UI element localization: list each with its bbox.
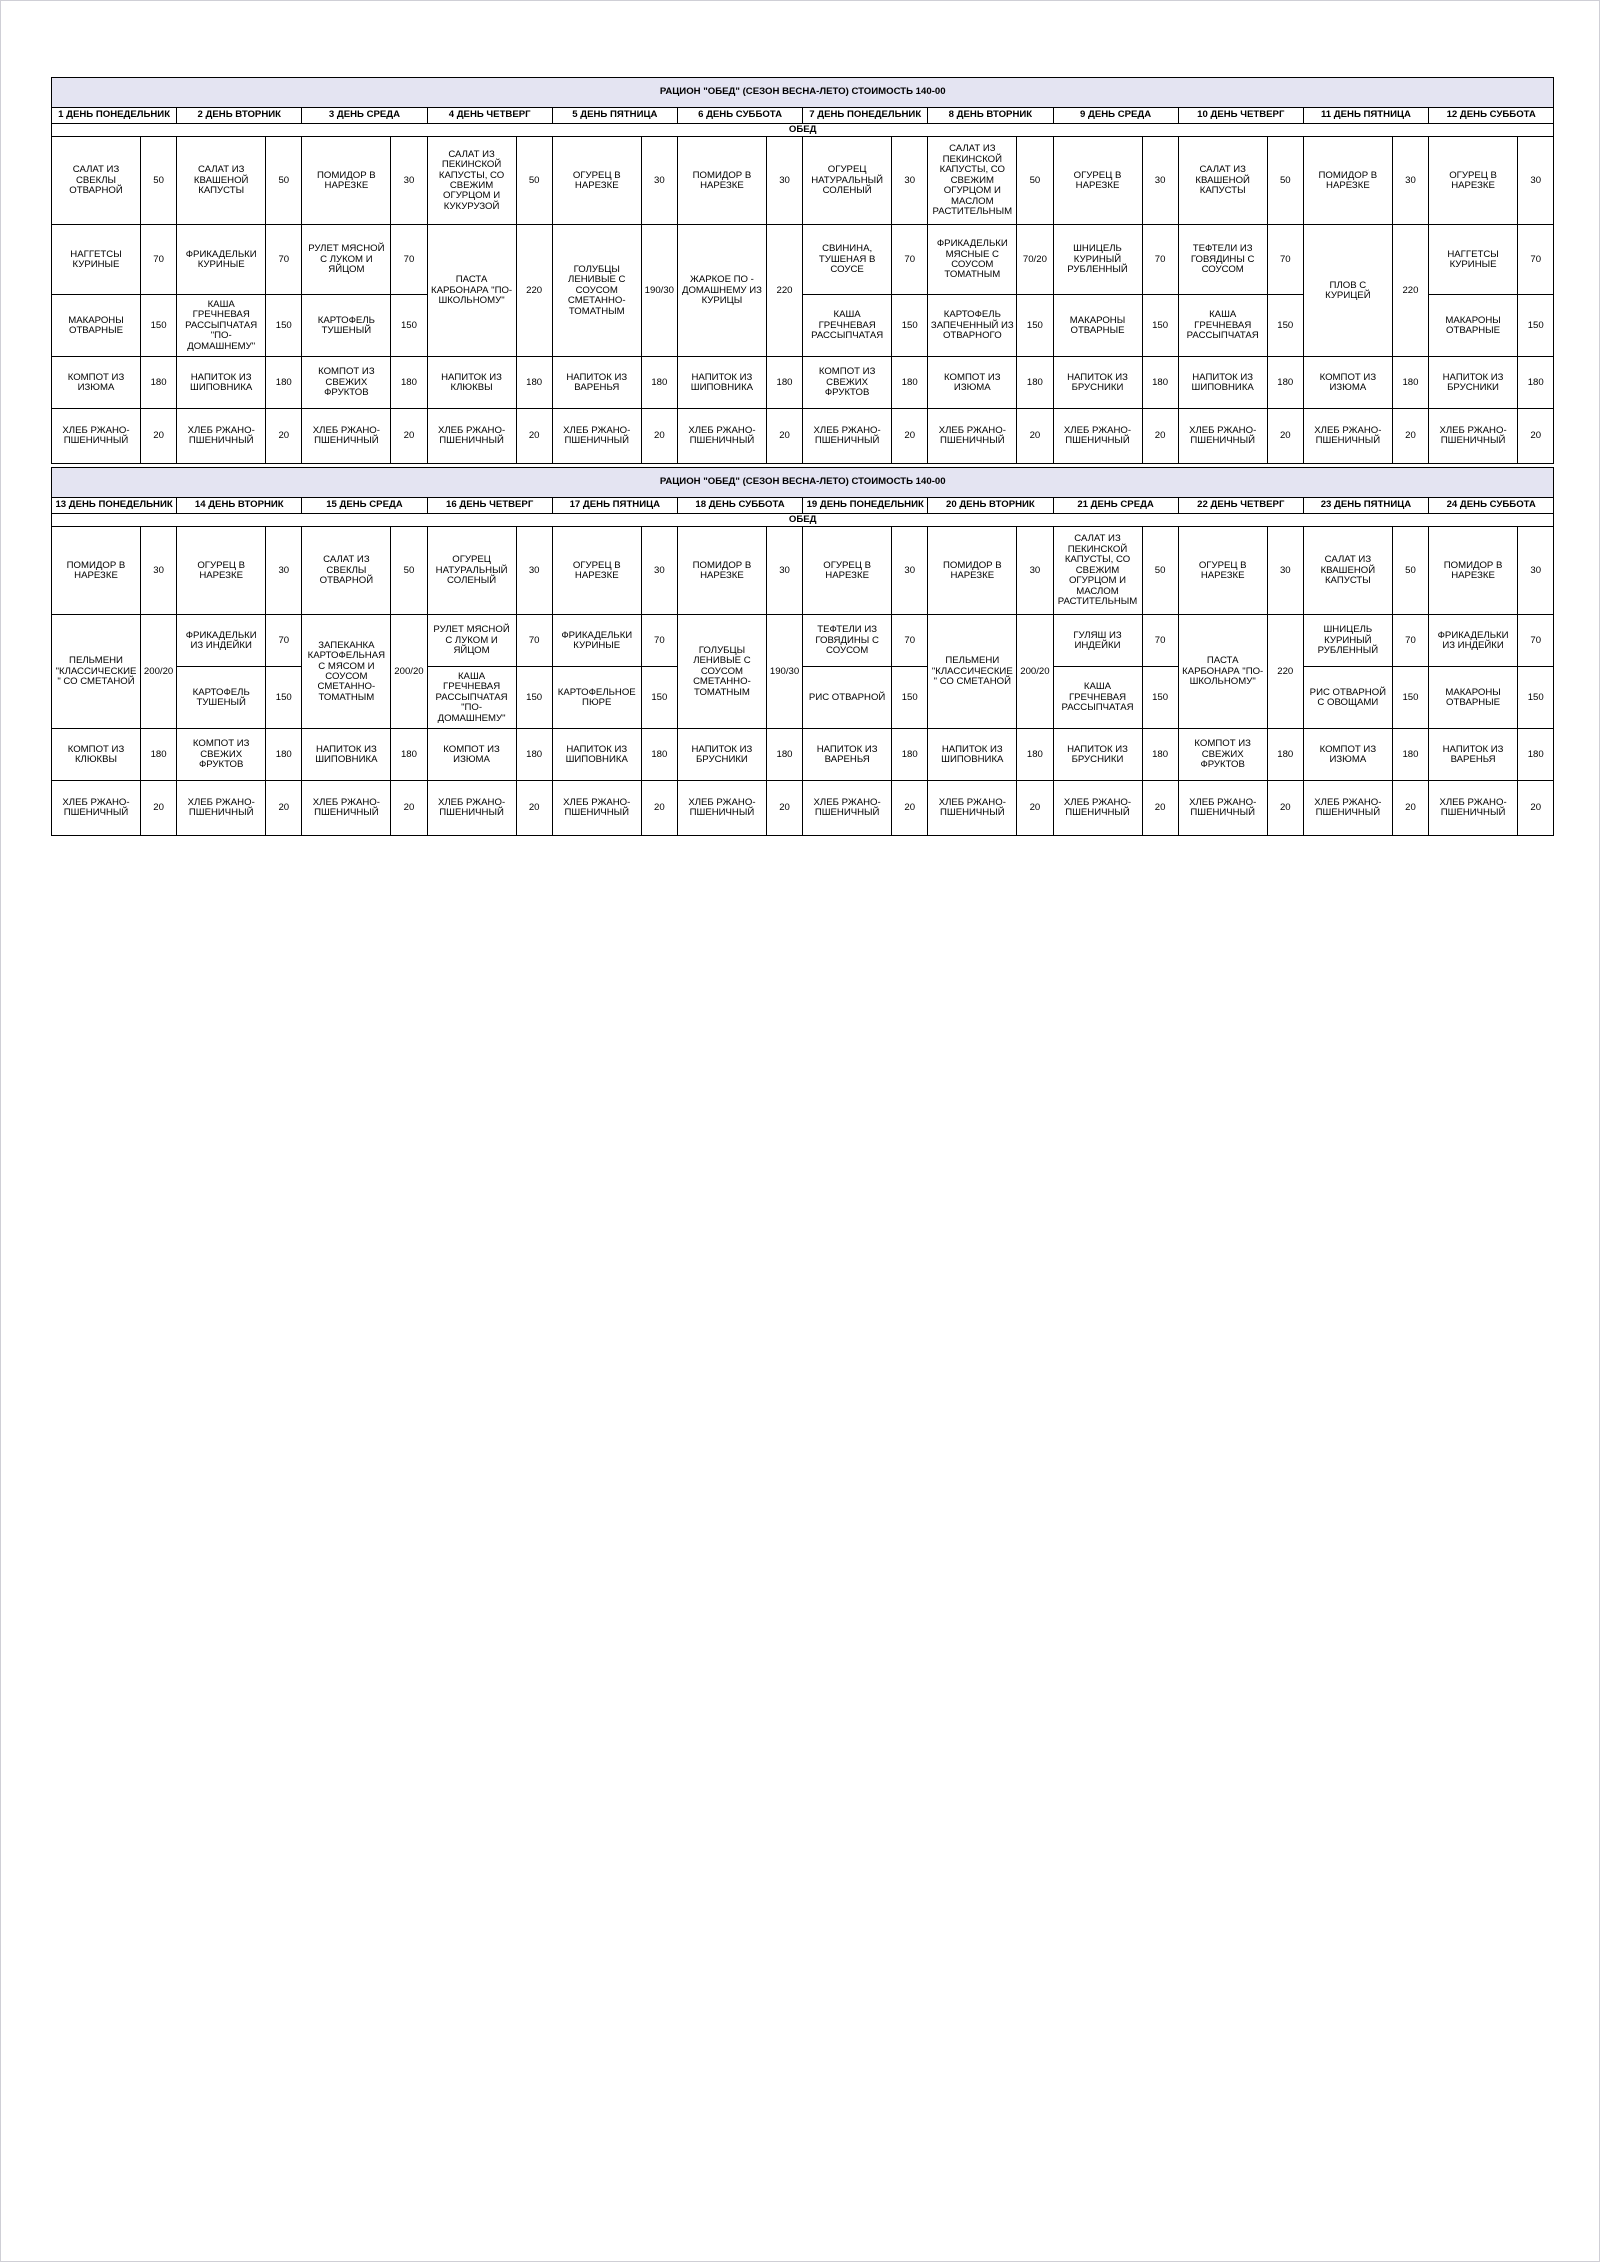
portion-weight: 30 bbox=[1267, 527, 1303, 615]
day-header: 7 ДЕНЬ ПОНЕДЕЛЬНИК bbox=[803, 108, 928, 124]
dish-name: САЛАТ ИЗ ПЕКИНСКОЙ КАПУСТЫ, СО СВЕЖИМ ОГУРЦОМ И МАСЛОМ РАСТИТЕЛЬНЫМ bbox=[928, 137, 1017, 225]
dish-name: РИС ОТВАРНОЙ С ОВОЩАМИ bbox=[1303, 667, 1392, 729]
dish-name: КОМПОТ ИЗ ИЗЮМА bbox=[52, 357, 141, 409]
dish-name: ЖАРКОЕ ПО - ДОМАШНЕМУ ИЗ КУРИЦЫ bbox=[677, 225, 766, 357]
portion-weight: 220 bbox=[516, 225, 552, 357]
dish-name: МАКАРОНЫ ОТВАРНЫЕ bbox=[52, 295, 141, 357]
portion-weight: 20 bbox=[1392, 781, 1428, 836]
portion-weight: 20 bbox=[516, 409, 552, 464]
portion-weight: 150 bbox=[266, 667, 302, 729]
portion-weight: 30 bbox=[391, 137, 427, 225]
portion-weight: 70 bbox=[141, 225, 177, 295]
dish-name: ХЛЕБ РЖАНО-ПШЕНИЧНЫЙ bbox=[1429, 409, 1518, 464]
dish-name: ХЛЕБ РЖАНО-ПШЕНИЧНЫЙ bbox=[427, 409, 516, 464]
dish-name: ОГУРЕЦ В НАРЕЗКЕ bbox=[1178, 527, 1267, 615]
portion-weight: 220 bbox=[1267, 615, 1303, 729]
dish-name: ХЛЕБ РЖАНО-ПШЕНИЧНЫЙ bbox=[302, 781, 391, 836]
meal-row bbox=[52, 527, 1554, 615]
portion-weight: 150 bbox=[1142, 295, 1178, 357]
portion-weight: 20 bbox=[1017, 409, 1053, 464]
portion-weight: 70 bbox=[391, 225, 427, 295]
day-header: 20 ДЕНЬ ВТОРНИК bbox=[928, 498, 1053, 514]
portion-weight: 30 bbox=[1142, 137, 1178, 225]
dish-name: НАПИТОК ИЗ ВАРЕНЬЯ bbox=[803, 729, 892, 781]
portion-weight: 20 bbox=[892, 409, 928, 464]
portion-weight: 70 bbox=[1518, 225, 1554, 295]
portion-weight: 200/20 bbox=[1017, 615, 1053, 729]
dish-name: НАПИТОК ИЗ БРУСНИКИ bbox=[1053, 729, 1142, 781]
portion-weight: 70 bbox=[516, 615, 552, 667]
dish-name: МАКАРОНЫ ОТВАРНЫЕ bbox=[1053, 295, 1142, 357]
portion-weight: 180 bbox=[1017, 357, 1053, 409]
dish-name: НАПИТОК ИЗ БРУСНИКИ bbox=[677, 729, 766, 781]
dish-name: ХЛЕБ РЖАНО-ПШЕНИЧНЫЙ bbox=[177, 781, 266, 836]
dish-name: ХЛЕБ РЖАНО-ПШЕНИЧНЫЙ bbox=[928, 781, 1017, 836]
portion-weight: 50 bbox=[266, 137, 302, 225]
dish-name: ХЛЕБ РЖАНО-ПШЕНИЧНЫЙ bbox=[1303, 409, 1392, 464]
dish-name: ХЛЕБ РЖАНО-ПШЕНИЧНЫЙ bbox=[552, 409, 641, 464]
dish-name: САЛАТ ИЗ КВАШЕНОЙ КАПУСТЫ bbox=[177, 137, 266, 225]
portion-weight: 20 bbox=[766, 409, 802, 464]
portion-weight: 180 bbox=[391, 357, 427, 409]
dish-name: НАПИТОК ИЗ ШИПОВНИКА bbox=[677, 357, 766, 409]
portion-weight: 30 bbox=[766, 137, 802, 225]
day-header: 21 ДЕНЬ СРЕДА bbox=[1053, 498, 1178, 514]
portion-weight: 30 bbox=[641, 137, 677, 225]
dish-name: ФРИКАДЕЛЬКИ ИЗ ИНДЕЙКИ bbox=[177, 615, 266, 667]
portion-weight: 20 bbox=[1392, 409, 1428, 464]
portion-weight: 50 bbox=[141, 137, 177, 225]
menu-block-week-1 bbox=[51, 77, 1553, 464]
dish-name: КАРТОФЕЛЬНОЕ ПЮРЕ bbox=[552, 667, 641, 729]
dish-name: РИС ОТВАРНОЙ bbox=[803, 667, 892, 729]
portion-weight: 20 bbox=[641, 781, 677, 836]
day-header: 19 ДЕНЬ ПОНЕДЕЛЬНИК bbox=[803, 498, 928, 514]
dish-name: КАША ГРЕЧНЕВАЯ РАССЫПЧАТАЯ bbox=[1178, 295, 1267, 357]
portion-weight: 50 bbox=[516, 137, 552, 225]
portion-weight: 180 bbox=[1142, 357, 1178, 409]
dish-name: КОМПОТ ИЗ ИЗЮМА bbox=[1303, 357, 1392, 409]
portion-weight: 30 bbox=[516, 527, 552, 615]
dish-name: НАПИТОК ИЗ ВАРЕНЬЯ bbox=[1429, 729, 1518, 781]
meal-row bbox=[52, 225, 1554, 295]
portion-weight: 20 bbox=[641, 409, 677, 464]
dish-name: РУЛЕТ МЯСНОЙ С ЛУКОМ И ЯЙЦОМ bbox=[302, 225, 391, 295]
day-header: 4 ДЕНЬ ЧЕТВЕРГ bbox=[427, 108, 552, 124]
day-header: 1 ДЕНЬ ПОНЕДЕЛЬНИК bbox=[52, 108, 177, 124]
portion-weight: 70 bbox=[1392, 615, 1428, 667]
dish-name: КАША ГРЕЧНЕВАЯ РАССЫПЧАТАЯ bbox=[803, 295, 892, 357]
dish-name: ХЛЕБ РЖАНО-ПШЕНИЧНЫЙ bbox=[677, 781, 766, 836]
dish-name: ПОМИДОР В НАРЕЗКЕ bbox=[302, 137, 391, 225]
portion-weight: 150 bbox=[1017, 295, 1053, 357]
portion-weight: 70 bbox=[1142, 225, 1178, 295]
menu-table bbox=[51, 467, 1554, 836]
portion-weight: 30 bbox=[892, 527, 928, 615]
dish-name: ОГУРЕЦ НАТУРАЛЬНЫЙ СОЛЕНЫЙ bbox=[803, 137, 892, 225]
dish-name: САЛАТ ИЗ КВАШЕНОЙ КАПУСТЫ bbox=[1303, 527, 1392, 615]
day-header: 13 ДЕНЬ ПОНЕДЕЛЬНИК bbox=[52, 498, 177, 514]
day-header: 22 ДЕНЬ ЧЕТВЕРГ bbox=[1178, 498, 1303, 514]
portion-weight: 20 bbox=[1142, 781, 1178, 836]
portion-weight: 150 bbox=[266, 295, 302, 357]
dish-name: КОМПОТ ИЗ СВЕЖИХ ФРУКТОВ bbox=[803, 357, 892, 409]
dish-name: КАРТОФЕЛЬ ТУШЕНЫЙ bbox=[177, 667, 266, 729]
portion-weight: 190/30 bbox=[641, 225, 677, 357]
dish-name: НАПИТОК ИЗ БРУСНИКИ bbox=[1053, 357, 1142, 409]
dish-name: КАРТОФЕЛЬ ЗАПЕЧЕННЫЙ ИЗ ОТВАРНОГО bbox=[928, 295, 1017, 357]
dish-name: ПАСТА КАРБОНАРА "ПО-ШКОЛЬНОМУ" bbox=[427, 225, 516, 357]
dish-name: ПЕЛЬМЕНИ "КЛАССИЧЕСКИЕ" СО СМЕТАНОЙ bbox=[928, 615, 1017, 729]
day-header: 17 ДЕНЬ ПЯТНИЦА bbox=[552, 498, 677, 514]
portion-weight: 30 bbox=[1017, 527, 1053, 615]
day-header: 24 ДЕНЬ СУББОТА bbox=[1429, 498, 1554, 514]
dish-name: НАПИТОК ИЗ ШИПОВНИКА bbox=[1178, 357, 1267, 409]
portion-weight: 180 bbox=[141, 729, 177, 781]
portion-weight: 20 bbox=[892, 781, 928, 836]
dish-name: РУЛЕТ МЯСНОЙ С ЛУКОМ И ЯЙЦОМ bbox=[427, 615, 516, 667]
section-row bbox=[52, 514, 1554, 527]
dish-name: ГУЛЯШ ИЗ ИНДЕЙКИ bbox=[1053, 615, 1142, 667]
dish-name: ПЛОВ С КУРИЦЕЙ bbox=[1303, 225, 1392, 357]
dish-name: ХЛЕБ РЖАНО-ПШЕНИЧНЫЙ bbox=[1178, 409, 1267, 464]
section-label: ОБЕД bbox=[52, 124, 1554, 137]
dish-name: НАГГЕТСЫ КУРИНЫЕ bbox=[52, 225, 141, 295]
dish-name: ОГУРЕЦ В НАРЕЗКЕ bbox=[552, 137, 641, 225]
dish-name: ЗАПЕКАНКА КАРТОФЕЛЬНАЯ С МЯСОМ И СОУСОМ СМЕТАННО-ТОМАТНЫМ bbox=[302, 615, 391, 729]
portion-weight: 20 bbox=[1267, 781, 1303, 836]
dish-name: ОГУРЕЦ В НАРЕЗКЕ bbox=[177, 527, 266, 615]
dish-name: КАША ГРЕЧНЕВАЯ РАССЫПЧАТАЯ "ПО-ДОМАШНЕМУ" bbox=[177, 295, 266, 357]
dish-name: ФРИКАДЕЛЬКИ КУРИНЫЕ bbox=[552, 615, 641, 667]
portion-weight: 30 bbox=[641, 527, 677, 615]
dish-name: НАПИТОК ИЗ ШИПОВНИКА bbox=[552, 729, 641, 781]
portion-weight: 50 bbox=[1392, 527, 1428, 615]
portion-weight: 50 bbox=[391, 527, 427, 615]
meal-row bbox=[52, 357, 1554, 409]
portion-weight: 180 bbox=[1267, 729, 1303, 781]
portion-weight: 20 bbox=[1142, 409, 1178, 464]
portion-weight: 150 bbox=[1267, 295, 1303, 357]
menu-block-week-2 bbox=[51, 467, 1553, 836]
portion-weight: 180 bbox=[266, 357, 302, 409]
portion-weight: 180 bbox=[1267, 357, 1303, 409]
dish-name: КАША ГРЕЧНЕВАЯ РАССЫПЧАТАЯ bbox=[1053, 667, 1142, 729]
portion-weight: 200/20 bbox=[391, 615, 427, 729]
dish-name: ПОМИДОР В НАРЕЗКЕ bbox=[928, 527, 1017, 615]
portion-weight: 180 bbox=[141, 357, 177, 409]
portion-weight: 150 bbox=[391, 295, 427, 357]
menu-title: РАЦИОН "ОБЕД" (СЕЗОН ВЕСНА-ЛЕТО) СТОИМОСТЬ 140-00 bbox=[52, 78, 1554, 108]
dish-name: САЛАТ ИЗ КВАШЕНОЙ КАПУСТЫ bbox=[1178, 137, 1267, 225]
day-header-row bbox=[52, 498, 1554, 514]
portion-weight: 70 bbox=[1518, 615, 1554, 667]
portion-weight: 180 bbox=[1392, 729, 1428, 781]
dish-name: НАГГЕТСЫ КУРИНЫЕ bbox=[1429, 225, 1518, 295]
portion-weight: 150 bbox=[141, 295, 177, 357]
dish-name: САЛАТ ИЗ ПЕКИНСКОЙ КАПУСТЫ, СО СВЕЖИМ ОГУРЦОМ И МАСЛОМ РАСТИТЕЛЬНЫМ bbox=[1053, 527, 1142, 615]
menu-title: РАЦИОН "ОБЕД" (СЕЗОН ВЕСНА-ЛЕТО) СТОИМОСТЬ 140-00 bbox=[52, 468, 1554, 498]
dish-name: САЛАТ ИЗ ПЕКИНСКОЙ КАПУСТЫ, СО СВЕЖИМ ОГУРЦОМ И КУКУРУЗОЙ bbox=[427, 137, 516, 225]
portion-weight: 180 bbox=[516, 357, 552, 409]
dish-name: ХЛЕБ РЖАНО-ПШЕНИЧНЫЙ bbox=[1053, 781, 1142, 836]
dish-name: ФРИКАДЕЛЬКИ МЯСНЫЕ С СОУСОМ ТОМАТНЫМ bbox=[928, 225, 1017, 295]
dish-name: ХЛЕБ РЖАНО-ПШЕНИЧНЫЙ bbox=[1053, 409, 1142, 464]
title-row bbox=[52, 78, 1554, 108]
portion-weight: 180 bbox=[766, 729, 802, 781]
portion-weight: 150 bbox=[1142, 667, 1178, 729]
dish-name: ХЛЕБ РЖАНО-ПШЕНИЧНЫЙ bbox=[302, 409, 391, 464]
portion-weight: 150 bbox=[641, 667, 677, 729]
dish-name: ОГУРЕЦ В НАРЕЗКЕ bbox=[1053, 137, 1142, 225]
portion-weight: 180 bbox=[1142, 729, 1178, 781]
portion-weight: 180 bbox=[1392, 357, 1428, 409]
portion-weight: 70 bbox=[1142, 615, 1178, 667]
dish-name: ПОМИДОР В НАРЕЗКЕ bbox=[1429, 527, 1518, 615]
portion-weight: 200/20 bbox=[141, 615, 177, 729]
dish-name: КОМПОТ ИЗ СВЕЖИХ ФРУКТОВ bbox=[177, 729, 266, 781]
portion-weight: 20 bbox=[391, 781, 427, 836]
day-header: 6 ДЕНЬ СУББОТА bbox=[677, 108, 802, 124]
portion-weight: 70/20 bbox=[1017, 225, 1053, 295]
dish-name: КОМПОТ ИЗ СВЕЖИХ ФРУКТОВ bbox=[302, 357, 391, 409]
menu-table bbox=[51, 77, 1554, 464]
dish-name: САЛАТ ИЗ СВЕКЛЫ ОТВАРНОЙ bbox=[52, 137, 141, 225]
meal-row bbox=[52, 781, 1554, 836]
portion-weight: 180 bbox=[516, 729, 552, 781]
portion-weight: 180 bbox=[1017, 729, 1053, 781]
dish-name: НАПИТОК ИЗ ШИПОВНИКА bbox=[177, 357, 266, 409]
dish-name: КАРТОФЕЛЬ ТУШЕНЫЙ bbox=[302, 295, 391, 357]
portion-weight: 50 bbox=[1142, 527, 1178, 615]
day-header: 10 ДЕНЬ ЧЕТВЕРГ bbox=[1178, 108, 1303, 124]
portion-weight: 70 bbox=[266, 615, 302, 667]
dish-name: ФРИКАДЕЛЬКИ ИЗ ИНДЕЙКИ bbox=[1429, 615, 1518, 667]
portion-weight: 20 bbox=[1267, 409, 1303, 464]
portion-weight: 70 bbox=[892, 225, 928, 295]
meal-row bbox=[52, 615, 1554, 667]
dish-name: ПОМИДОР В НАРЕЗКЕ bbox=[677, 527, 766, 615]
dish-name: ХЛЕБ РЖАНО-ПШЕНИЧНЫЙ bbox=[803, 409, 892, 464]
portion-weight: 180 bbox=[266, 729, 302, 781]
dish-name: ХЛЕБ РЖАНО-ПШЕНИЧНЫЙ bbox=[1429, 781, 1518, 836]
dish-name: КОМПОТ ИЗ КЛЮКВЫ bbox=[52, 729, 141, 781]
dish-name: САЛАТ ИЗ СВЕКЛЫ ОТВАРНОЙ bbox=[302, 527, 391, 615]
dish-name: ОГУРЕЦ В НАРЕЗКЕ bbox=[1429, 137, 1518, 225]
portion-weight: 20 bbox=[141, 409, 177, 464]
dish-name: ОГУРЕЦ В НАРЕЗКЕ bbox=[803, 527, 892, 615]
portion-weight: 70 bbox=[641, 615, 677, 667]
day-header: 14 ДЕНЬ ВТОРНИК bbox=[177, 498, 302, 514]
day-header: 12 ДЕНЬ СУББОТА bbox=[1429, 108, 1554, 124]
portion-weight: 30 bbox=[766, 527, 802, 615]
title-row bbox=[52, 468, 1554, 498]
portion-weight: 220 bbox=[1392, 225, 1428, 357]
dish-name: ОГУРЕЦ В НАРЕЗКЕ bbox=[552, 527, 641, 615]
portion-weight: 150 bbox=[516, 667, 552, 729]
meal-row bbox=[52, 729, 1554, 781]
portion-weight: 70 bbox=[266, 225, 302, 295]
dish-name: КОМПОТ ИЗ ИЗЮМА bbox=[928, 357, 1017, 409]
dish-name: ШНИЦЕЛЬ КУРИНЫЙ РУБЛЕННЫЙ bbox=[1053, 225, 1142, 295]
day-header: 18 ДЕНЬ СУББОТА bbox=[677, 498, 802, 514]
dish-name: КОМПОТ ИЗ СВЕЖИХ ФРУКТОВ bbox=[1178, 729, 1267, 781]
dish-name: ХЛЕБ РЖАНО-ПШЕНИЧНЫЙ bbox=[677, 409, 766, 464]
dish-name: ПОМИДОР В НАРЕЗКЕ bbox=[1303, 137, 1392, 225]
portion-weight: 150 bbox=[892, 295, 928, 357]
portion-weight: 20 bbox=[141, 781, 177, 836]
section-row bbox=[52, 124, 1554, 137]
portion-weight: 150 bbox=[1392, 667, 1428, 729]
dish-name: ПАСТА КАРБОНАРА "ПО-ШКОЛЬНОМУ" bbox=[1178, 615, 1267, 729]
portion-weight: 30 bbox=[1518, 527, 1554, 615]
portion-weight: 30 bbox=[1518, 137, 1554, 225]
dish-name: КАША ГРЕЧНЕВАЯ РАССЫПЧАТАЯ "ПО-ДОМАШНЕМУ" bbox=[427, 667, 516, 729]
day-header: 15 ДЕНЬ СРЕДА bbox=[302, 498, 427, 514]
portion-weight: 30 bbox=[141, 527, 177, 615]
meal-row bbox=[52, 409, 1554, 464]
portion-weight: 180 bbox=[391, 729, 427, 781]
portion-weight: 20 bbox=[1518, 781, 1554, 836]
dish-name: ГОЛУБЦЫ ЛЕНИВЫЕ С СОУСОМ СМЕТАННО-ТОМАТНЫМ bbox=[677, 615, 766, 729]
portion-weight: 180 bbox=[641, 729, 677, 781]
dish-name: КОМПОТ ИЗ ИЗЮМА bbox=[1303, 729, 1392, 781]
portion-weight: 50 bbox=[1017, 137, 1053, 225]
portion-weight: 20 bbox=[1017, 781, 1053, 836]
portion-weight: 20 bbox=[1518, 409, 1554, 464]
day-header: 23 ДЕНЬ ПЯТНИЦА bbox=[1303, 498, 1428, 514]
portion-weight: 70 bbox=[892, 615, 928, 667]
portion-weight: 180 bbox=[892, 357, 928, 409]
portion-weight: 180 bbox=[892, 729, 928, 781]
dish-name: ХЛЕБ РЖАНО-ПШЕНИЧНЫЙ bbox=[52, 409, 141, 464]
portion-weight: 150 bbox=[1518, 667, 1554, 729]
day-header: 9 ДЕНЬ СРЕДА bbox=[1053, 108, 1178, 124]
portion-weight: 20 bbox=[266, 781, 302, 836]
dish-name: НАПИТОК ИЗ КЛЮКВЫ bbox=[427, 357, 516, 409]
dish-name: МАКАРОНЫ ОТВАРНЫЕ bbox=[1429, 295, 1518, 357]
dish-name: ПОМИДОР В НАРЕЗКЕ bbox=[677, 137, 766, 225]
day-header: 16 ДЕНЬ ЧЕТВЕРГ bbox=[427, 498, 552, 514]
dish-name: ПОМИДОР В НАРЕЗКЕ bbox=[52, 527, 141, 615]
dish-name: КОМПОТ ИЗ ИЗЮМА bbox=[427, 729, 516, 781]
day-header: 3 ДЕНЬ СРЕДА bbox=[302, 108, 427, 124]
dish-name: ТЕФТЕЛИ ИЗ ГОВЯДИНЫ С СОУСОМ bbox=[1178, 225, 1267, 295]
dish-name: ХЛЕБ РЖАНО-ПШЕНИЧНЫЙ bbox=[427, 781, 516, 836]
portion-weight: 50 bbox=[1267, 137, 1303, 225]
dish-name: ТЕФТЕЛИ ИЗ ГОВЯДИНЫ С СОУСОМ bbox=[803, 615, 892, 667]
day-header: 2 ДЕНЬ ВТОРНИК bbox=[177, 108, 302, 124]
meal-row bbox=[52, 137, 1554, 225]
day-header-row bbox=[52, 108, 1554, 124]
portion-weight: 150 bbox=[892, 667, 928, 729]
portion-weight: 30 bbox=[266, 527, 302, 615]
dish-name: ПЕЛЬМЕНИ "КЛАССИЧЕСКИЕ" СО СМЕТАНОЙ bbox=[52, 615, 141, 729]
portion-weight: 70 bbox=[1267, 225, 1303, 295]
portion-weight: 180 bbox=[1518, 357, 1554, 409]
portion-weight: 150 bbox=[1518, 295, 1554, 357]
day-header: 11 ДЕНЬ ПЯТНИЦА bbox=[1303, 108, 1428, 124]
dish-name: ХЛЕБ РЖАНО-ПШЕНИЧНЫЙ bbox=[1303, 781, 1392, 836]
portion-weight: 20 bbox=[391, 409, 427, 464]
portion-weight: 180 bbox=[766, 357, 802, 409]
portion-weight: 30 bbox=[1392, 137, 1428, 225]
dish-name: ФРИКАДЕЛЬКИ КУРИНЫЕ bbox=[177, 225, 266, 295]
dish-name: ГОЛУБЦЫ ЛЕНИВЫЕ С СОУСОМ СМЕТАННО-ТОМАТНЫМ bbox=[552, 225, 641, 357]
dish-name: СВИНИНА, ТУШЕНАЯ В СОУСЕ bbox=[803, 225, 892, 295]
dish-name: ХЛЕБ РЖАНО-ПШЕНИЧНЫЙ bbox=[1178, 781, 1267, 836]
portion-weight: 20 bbox=[266, 409, 302, 464]
dish-name: НАПИТОК ИЗ ШИПОВНИКА bbox=[302, 729, 391, 781]
portion-weight: 20 bbox=[516, 781, 552, 836]
portion-weight: 20 bbox=[766, 781, 802, 836]
dish-name: ШНИЦЕЛЬ КУРИНЫЙ РУБЛЕННЫЙ bbox=[1303, 615, 1392, 667]
portion-weight: 220 bbox=[766, 225, 802, 357]
dish-name: ХЛЕБ РЖАНО-ПШЕНИЧНЫЙ bbox=[552, 781, 641, 836]
day-header: 8 ДЕНЬ ВТОРНИК bbox=[928, 108, 1053, 124]
dish-name: ХЛЕБ РЖАНО-ПШЕНИЧНЫЙ bbox=[928, 409, 1017, 464]
meal-row bbox=[52, 667, 1554, 729]
portion-weight: 180 bbox=[641, 357, 677, 409]
dish-name: НАПИТОК ИЗ БРУСНИКИ bbox=[1429, 357, 1518, 409]
dish-name: ОГУРЕЦ НАТУРАЛЬНЫЙ СОЛЕНЫЙ bbox=[427, 527, 516, 615]
dish-name: ХЛЕБ РЖАНО-ПШЕНИЧНЫЙ bbox=[803, 781, 892, 836]
dish-name: НАПИТОК ИЗ ШИПОВНИКА bbox=[928, 729, 1017, 781]
portion-weight: 190/30 bbox=[766, 615, 802, 729]
portion-weight: 180 bbox=[1518, 729, 1554, 781]
dish-name: ХЛЕБ РЖАНО-ПШЕНИЧНЫЙ bbox=[52, 781, 141, 836]
day-header: 5 ДЕНЬ ПЯТНИЦА bbox=[552, 108, 677, 124]
portion-weight: 30 bbox=[892, 137, 928, 225]
dish-name: НАПИТОК ИЗ ВАРЕНЬЯ bbox=[552, 357, 641, 409]
dish-name: ХЛЕБ РЖАНО-ПШЕНИЧНЫЙ bbox=[177, 409, 266, 464]
dish-name: МАКАРОНЫ ОТВАРНЫЕ bbox=[1429, 667, 1518, 729]
section-label: ОБЕД bbox=[52, 514, 1554, 527]
